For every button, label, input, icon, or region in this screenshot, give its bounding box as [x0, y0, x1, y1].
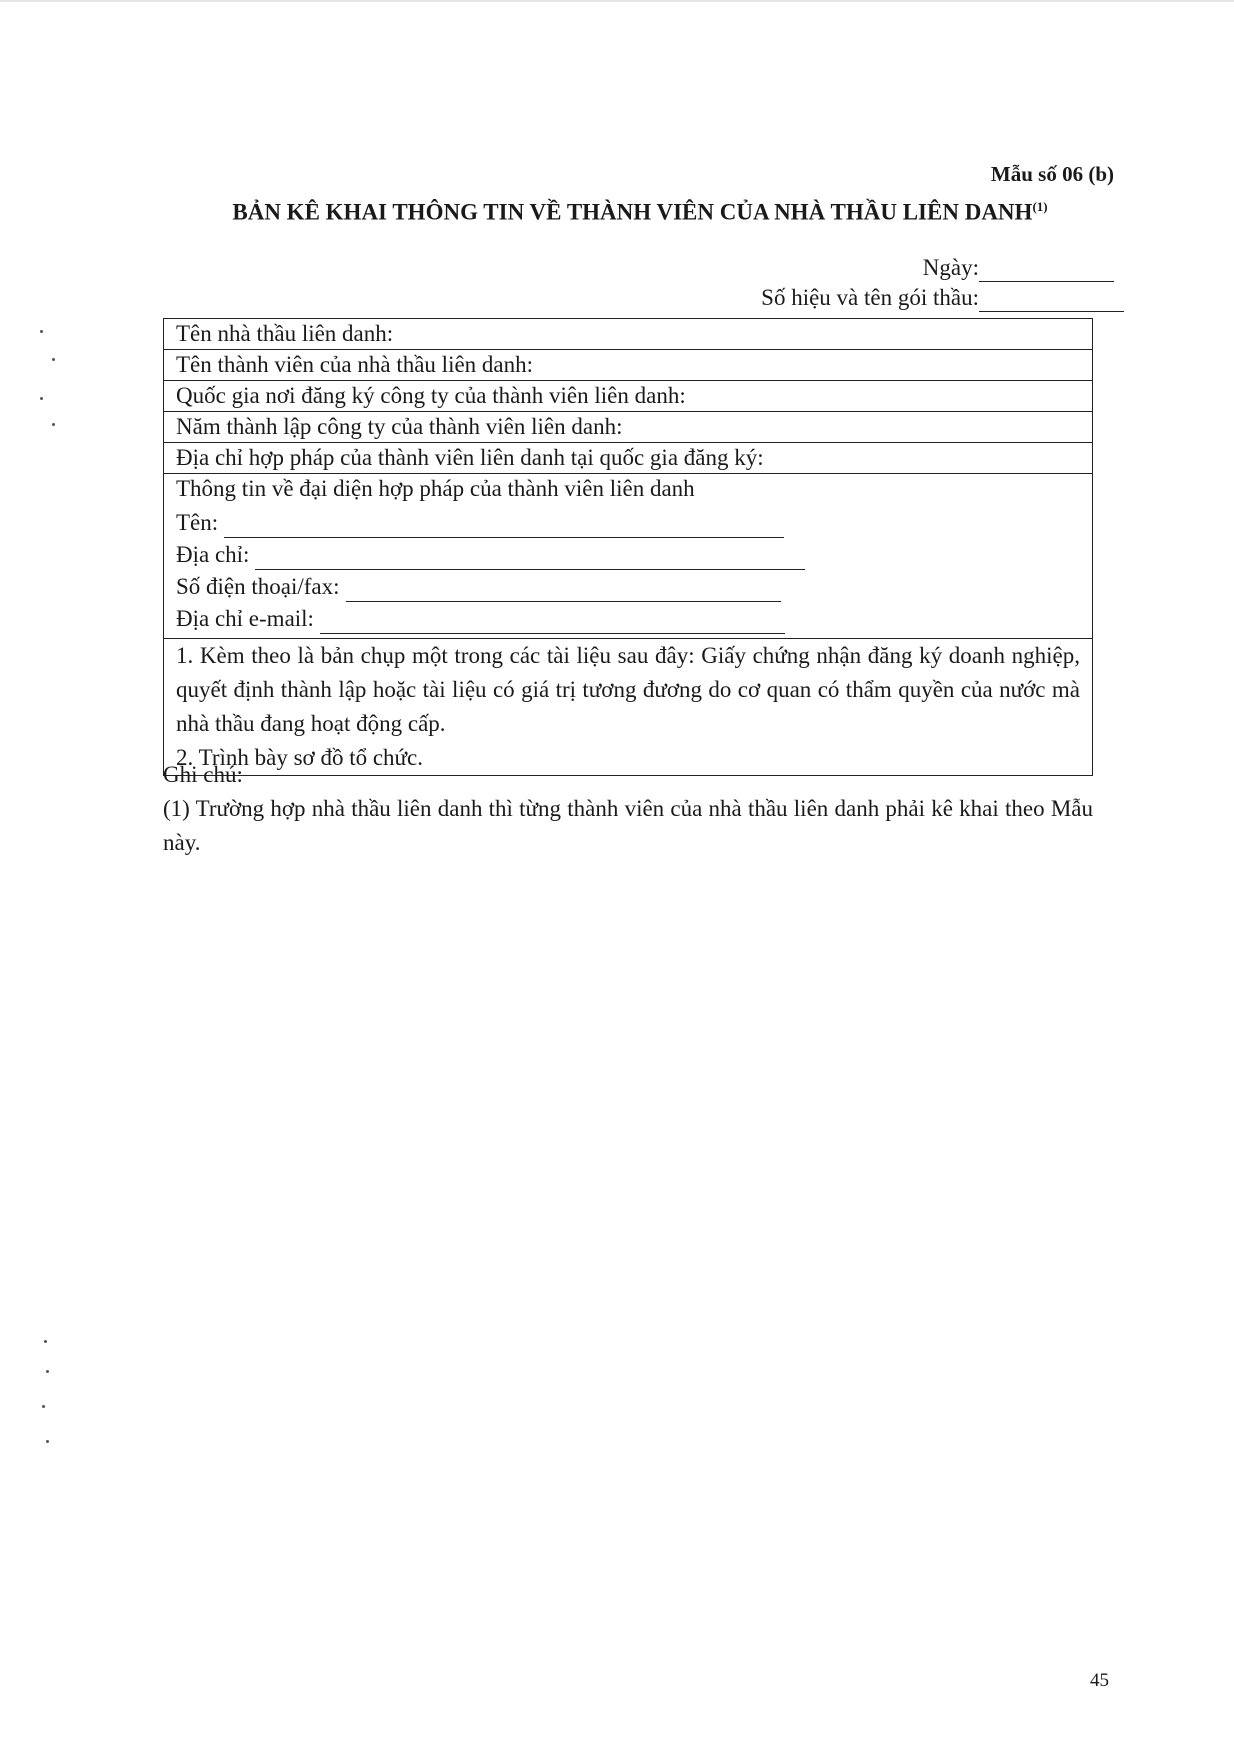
- page-number: 45: [1090, 1670, 1109, 1691]
- founding-year-cell[interactable]: Năm thành lập công ty của thành viên liên danh:: [164, 412, 1093, 443]
- package-blank[interactable]: [979, 289, 1124, 312]
- scan-speck: [40, 397, 43, 400]
- rep-phone-field[interactable]: [346, 579, 781, 602]
- legal-address-cell[interactable]: Địa chỉ hợp pháp của thành viên liên danh tại quốc gia đăng ký:: [164, 443, 1093, 474]
- scan-speck: [52, 423, 55, 426]
- table-row: [164, 443, 1093, 474]
- table-row: [164, 319, 1093, 350]
- table-row: [164, 639, 1093, 776]
- package-label: Số hiệu và tên gói thầu:: [761, 285, 979, 310]
- rep-address-field[interactable]: [255, 547, 805, 570]
- title-footnote-marker: (1): [1032, 199, 1048, 214]
- date-line: [923, 254, 1114, 282]
- document-title-text: BẢN KÊ KHAI THÔNG TIN VỀ THÀNH VIÊN CỦA NHÀ THẦU LIÊN DANH: [232, 199, 1033, 225]
- representative-cell: [164, 474, 1093, 639]
- registration-country-cell[interactable]: Quốc gia nơi đăng ký công ty của thành viên liên danh:: [164, 381, 1093, 412]
- document-title: [180, 190, 1100, 230]
- attachment-item-2: 2. Trình bày sơ đồ tổ chức.: [176, 745, 423, 770]
- rep-email-line: [176, 602, 1080, 634]
- date-blank[interactable]: [979, 259, 1114, 282]
- representative-heading: Thông tin về đại diện hợp pháp của thành viên liên danh: [176, 476, 695, 501]
- rep-name-label: Tên:: [176, 510, 219, 535]
- table-row: [164, 350, 1093, 381]
- rep-email-field[interactable]: [320, 611, 785, 634]
- scan-speck: [52, 358, 55, 361]
- package-line: [761, 284, 1124, 312]
- member-name-cell[interactable]: Tên thành viên của nhà thầu liên danh:: [164, 350, 1093, 381]
- scan-top-edge: [0, 0, 1234, 2]
- table-row: [164, 412, 1093, 443]
- member-info-table: [163, 318, 1093, 776]
- rep-email-label: Địa chỉ e-mail:: [176, 606, 314, 631]
- rep-name-field[interactable]: [224, 515, 784, 538]
- note-1: (1) Trường hợp nhà thầu liên danh thì từng thành viên của nhà thầu liên danh phải kê khai theo Mẫu này.: [163, 796, 1093, 855]
- form-number: Mẫu số 06 (b): [990, 162, 1114, 186]
- notes-section: [163, 758, 1093, 860]
- scan-speck: [40, 330, 43, 333]
- scan-speck: [46, 1370, 49, 1373]
- table-row: [164, 381, 1093, 412]
- scan-speck: [42, 1405, 45, 1408]
- rep-name-line: [176, 506, 1080, 538]
- table-row: [164, 474, 1093, 639]
- date-label: Ngày:: [922, 255, 979, 280]
- notes-heading: Ghi chú:: [163, 762, 243, 787]
- attachment-item-1: 1. Kèm theo là bản chụp một trong các tài liệu sau đây: Giấy chứng nhận đăng ký doanh nghiệp, quyết định thành lập hoặc tài liệu có giá trị tương đương do cơ quan có thẩm quyền của nước mà nhà thầu đang hoạt động cấp.: [176, 643, 1080, 736]
- rep-phone-label: Số điện thoại/fax:: [176, 574, 340, 599]
- rep-phone-line: [176, 570, 1080, 602]
- scan-speck: [46, 1440, 49, 1443]
- attachments-cell: [164, 639, 1093, 776]
- joint-venture-name-cell[interactable]: Tên nhà thầu liên danh:: [164, 319, 1093, 350]
- rep-address-label: Địa chỉ:: [176, 542, 250, 567]
- scan-speck: [44, 1340, 47, 1343]
- rep-address-line: [176, 538, 1080, 570]
